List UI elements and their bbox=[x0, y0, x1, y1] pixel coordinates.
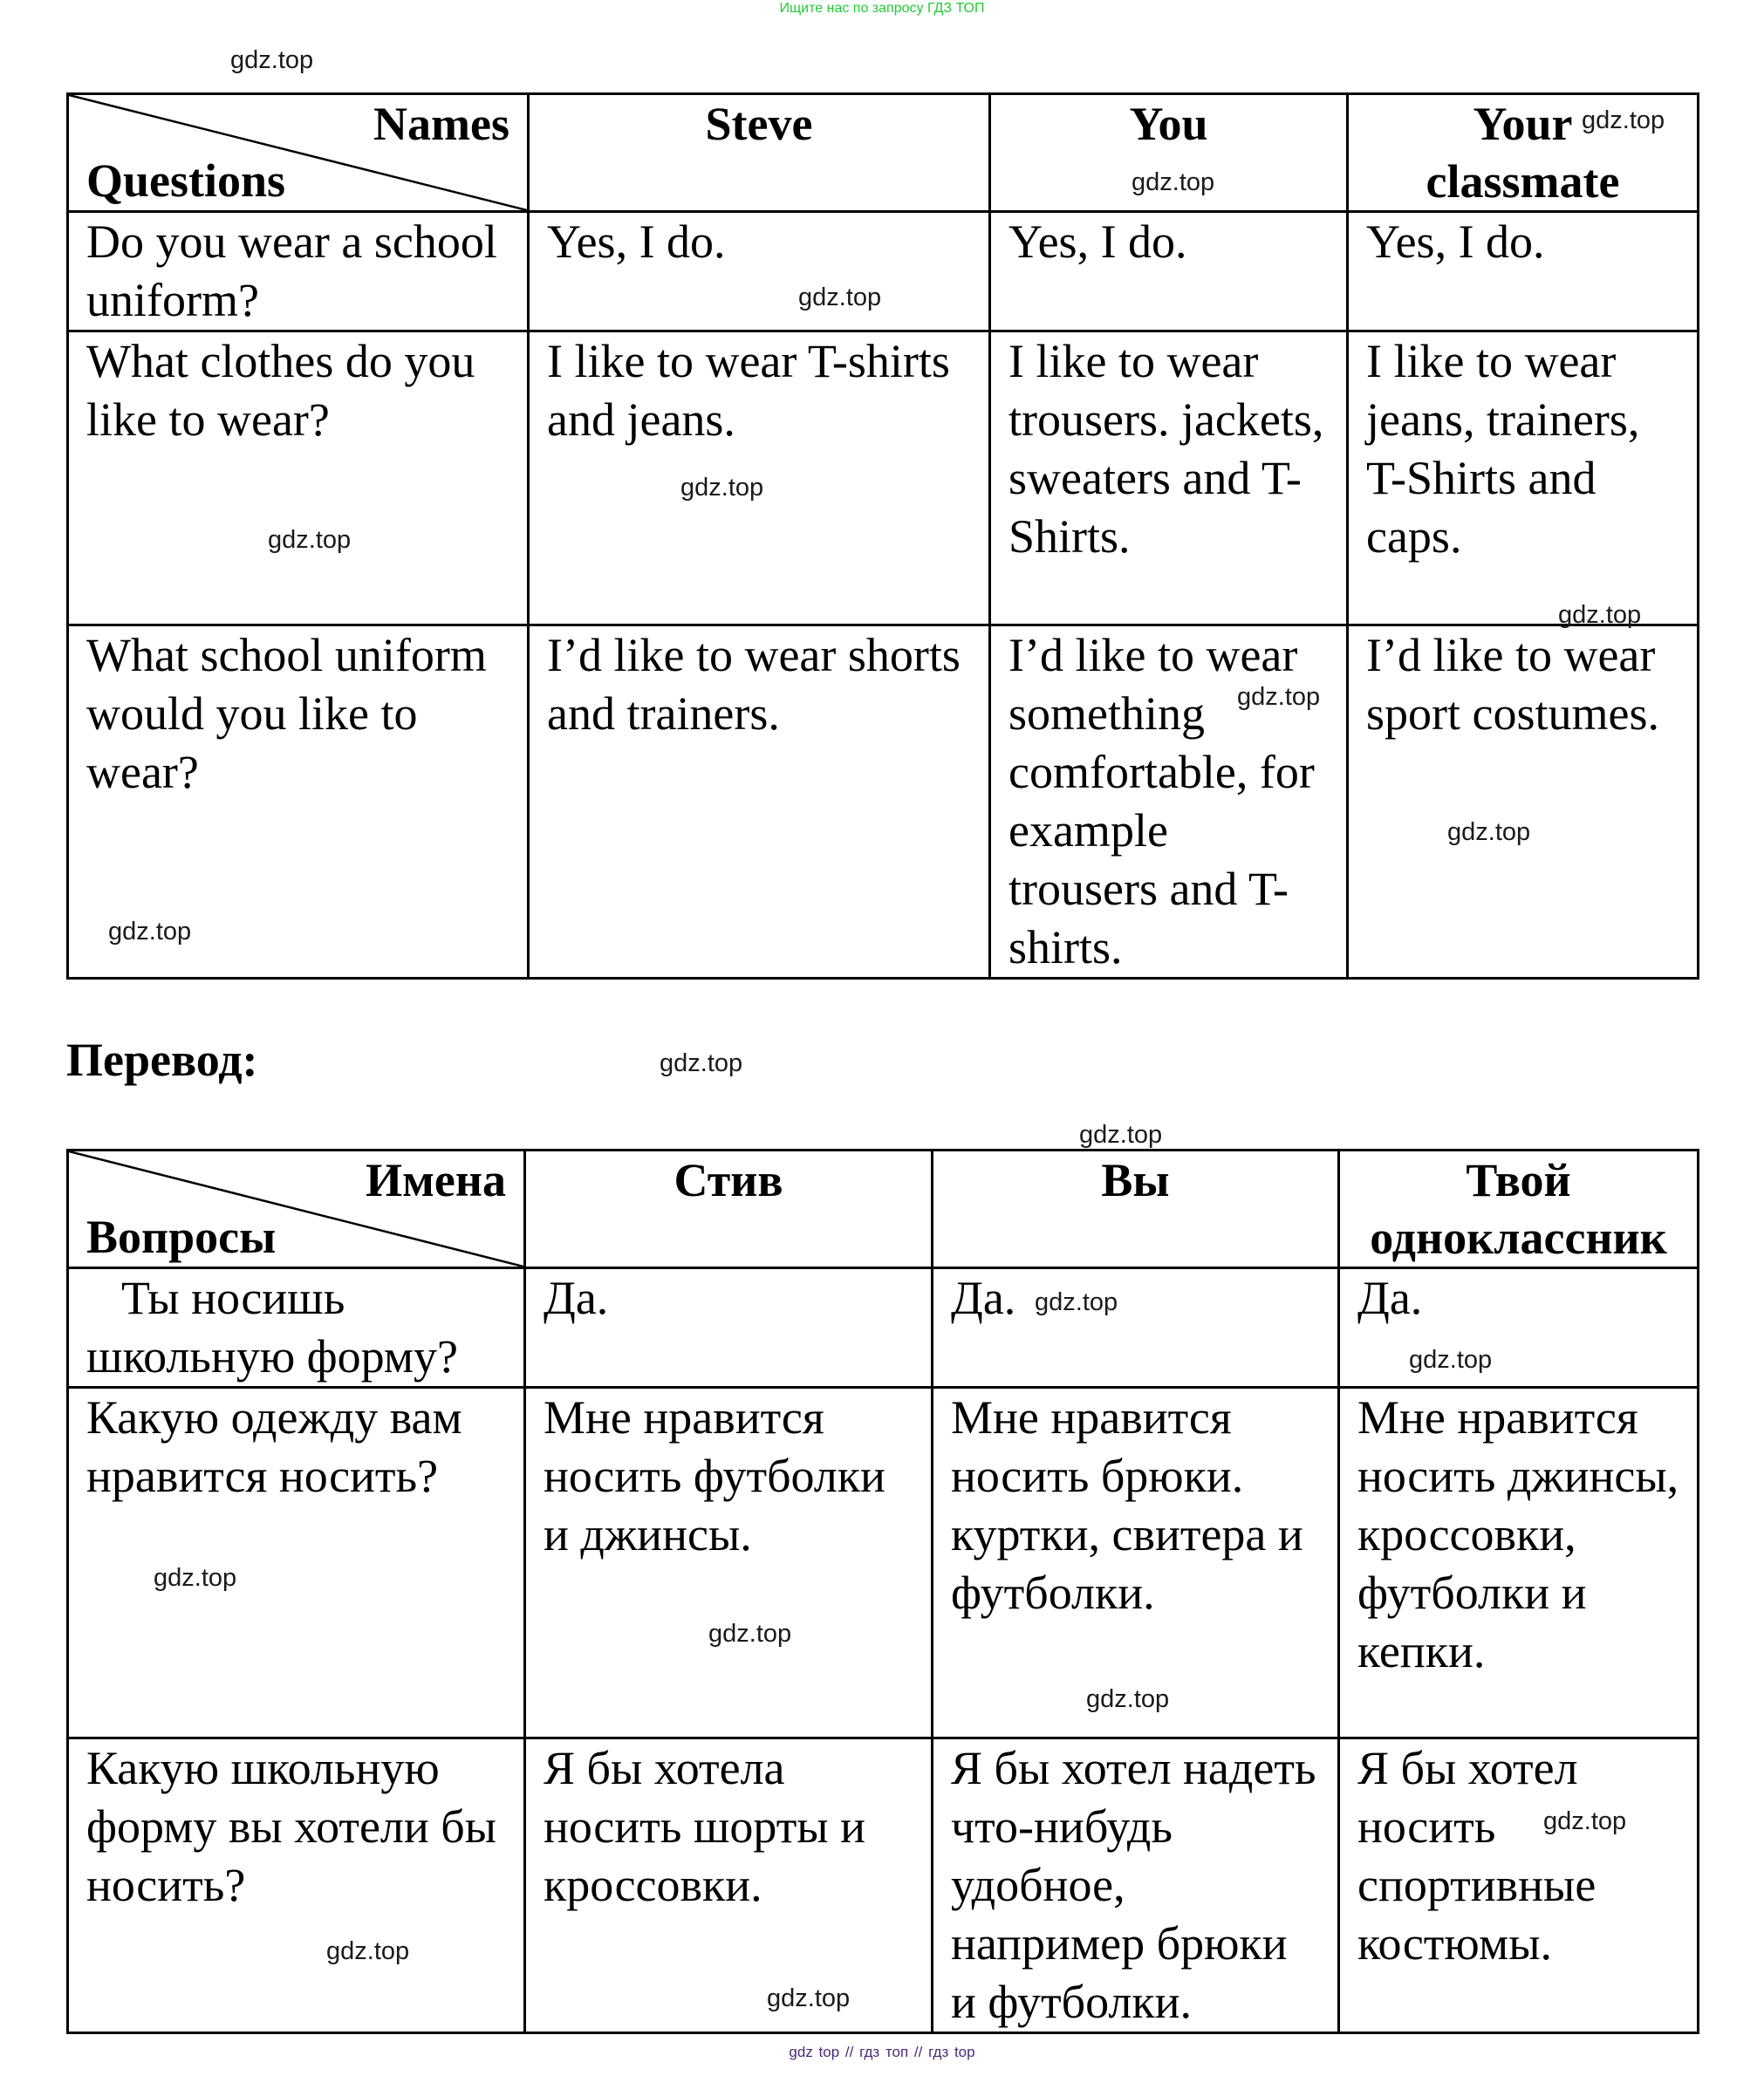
question-cell: What school uniform would you like to wear? bbox=[68, 625, 529, 979]
watermark: gdz.top bbox=[708, 1620, 792, 1648]
table-row bbox=[68, 1738, 1699, 2033]
watermark: gdz.top bbox=[326, 1937, 410, 1965]
column-header-you: Вы bbox=[933, 1151, 1339, 1268]
answer-cell: Да. bbox=[525, 1268, 933, 1388]
watermark: gdz.top bbox=[798, 283, 882, 311]
watermark: gdz.top bbox=[1582, 106, 1665, 134]
answer-cell: Мне нравится носить джинсы, кроссовки, футболки и кепки. bbox=[1339, 1388, 1699, 1738]
question-cell: What clothes do you like to wear? bbox=[68, 331, 529, 625]
table-row bbox=[68, 212, 1699, 331]
watermark: gdz.top bbox=[680, 474, 764, 502]
table-row bbox=[68, 331, 1699, 625]
answer-cell: Я бы хотел надеть что-нибудь удобное, например брюки и футболки. bbox=[933, 1738, 1339, 2033]
answer-cell: Я бы хотела носить шорты и кроссовки. bbox=[525, 1738, 933, 2033]
column-header-classmate: Your classmate bbox=[1348, 94, 1699, 212]
table-header-row bbox=[68, 94, 1699, 212]
watermark: gdz.top bbox=[1079, 1121, 1163, 1149]
answer-cell: I’d like to wear sport costumes. bbox=[1348, 625, 1699, 979]
question-cell: Ты носишь школьную форму? bbox=[68, 1268, 525, 1388]
search-banner[interactable]: Ищите нас по запросу ГДЗ ТОП bbox=[779, 1, 985, 16]
corner-label-questions: Вопросы bbox=[86, 1211, 277, 1263]
corner-header-cell bbox=[68, 1151, 525, 1268]
table-header-row bbox=[68, 1151, 1699, 1268]
answer-cell: Да. bbox=[933, 1268, 1339, 1388]
footer-links[interactable]: gdz top // гдз топ // гдз top bbox=[789, 2044, 975, 2060]
corner-label-questions: Questions bbox=[86, 154, 286, 207]
answer-cell: Я бы хотел носить спортивные костюмы. bbox=[1339, 1738, 1699, 2033]
corner-label-names: Names bbox=[373, 98, 509, 150]
corner-header-cell bbox=[68, 94, 529, 212]
watermark: gdz.top bbox=[1132, 168, 1215, 196]
answer-cell: I like to wear jeans, trainers, T-Shirts and caps. bbox=[1348, 331, 1699, 625]
watermark: gdz.top bbox=[767, 1984, 851, 2012]
watermark: gdz.top bbox=[1558, 601, 1642, 629]
question-cell: Какую школьную форму вы хотели бы носить? bbox=[68, 1738, 525, 2033]
watermark: gdz.top bbox=[230, 46, 314, 74]
watermark: gdz.top bbox=[108, 918, 192, 946]
answer-cell: I like to wear T-shirts and jeans. bbox=[529, 331, 990, 625]
watermark: gdz.top bbox=[660, 1049, 743, 1077]
watermark: gdz.top bbox=[1237, 683, 1321, 711]
question-cell: Do you wear a school uniform? bbox=[68, 212, 529, 331]
answer-cell: Yes, I do. bbox=[990, 212, 1348, 331]
column-header-you: You bbox=[990, 94, 1348, 212]
column-header-classmate: Твой одноклассник bbox=[1339, 1151, 1699, 1268]
answer-cell: Yes, I do. bbox=[1348, 212, 1699, 331]
question-cell: Какую одежду вам нравится носить? bbox=[68, 1388, 525, 1738]
watermark: gdz.top bbox=[1447, 818, 1531, 846]
watermark: gdz.top bbox=[1035, 1288, 1118, 1316]
column-header-steve: Steve bbox=[529, 94, 990, 212]
answer-cell: I’d like to wear shorts and trainers. bbox=[529, 625, 990, 979]
answer-cell: Мне нравится носить брюки. куртки, свитера и футболки. bbox=[933, 1388, 1339, 1738]
watermark: gdz.top bbox=[1543, 1807, 1627, 1835]
column-header-steve: Стив bbox=[525, 1151, 933, 1268]
answer-cell: Yes, I do. bbox=[529, 212, 990, 331]
answer-cell: Да. bbox=[1339, 1268, 1699, 1388]
answer-cell: Мне нравится носить футболки и джинсы. bbox=[525, 1388, 933, 1738]
answers-table-russian bbox=[66, 1149, 1699, 2034]
answer-cell: I like to wear trousers. jackets, sweaters and T-Shirts. bbox=[990, 331, 1348, 625]
table-row bbox=[68, 625, 1699, 979]
corner-label-names: Имена bbox=[366, 1154, 506, 1206]
watermark: gdz.top bbox=[1409, 1346, 1493, 1374]
answer-cell: I’d like to wear something comfortable, for example trousers and T-shirts. bbox=[990, 625, 1348, 979]
table-row bbox=[68, 1388, 1699, 1738]
watermark: gdz.top bbox=[1086, 1685, 1170, 1713]
watermark: gdz.top bbox=[154, 1564, 237, 1592]
translation-heading: Перевод: bbox=[66, 1034, 258, 1086]
watermark: gdz.top bbox=[268, 526, 352, 554]
